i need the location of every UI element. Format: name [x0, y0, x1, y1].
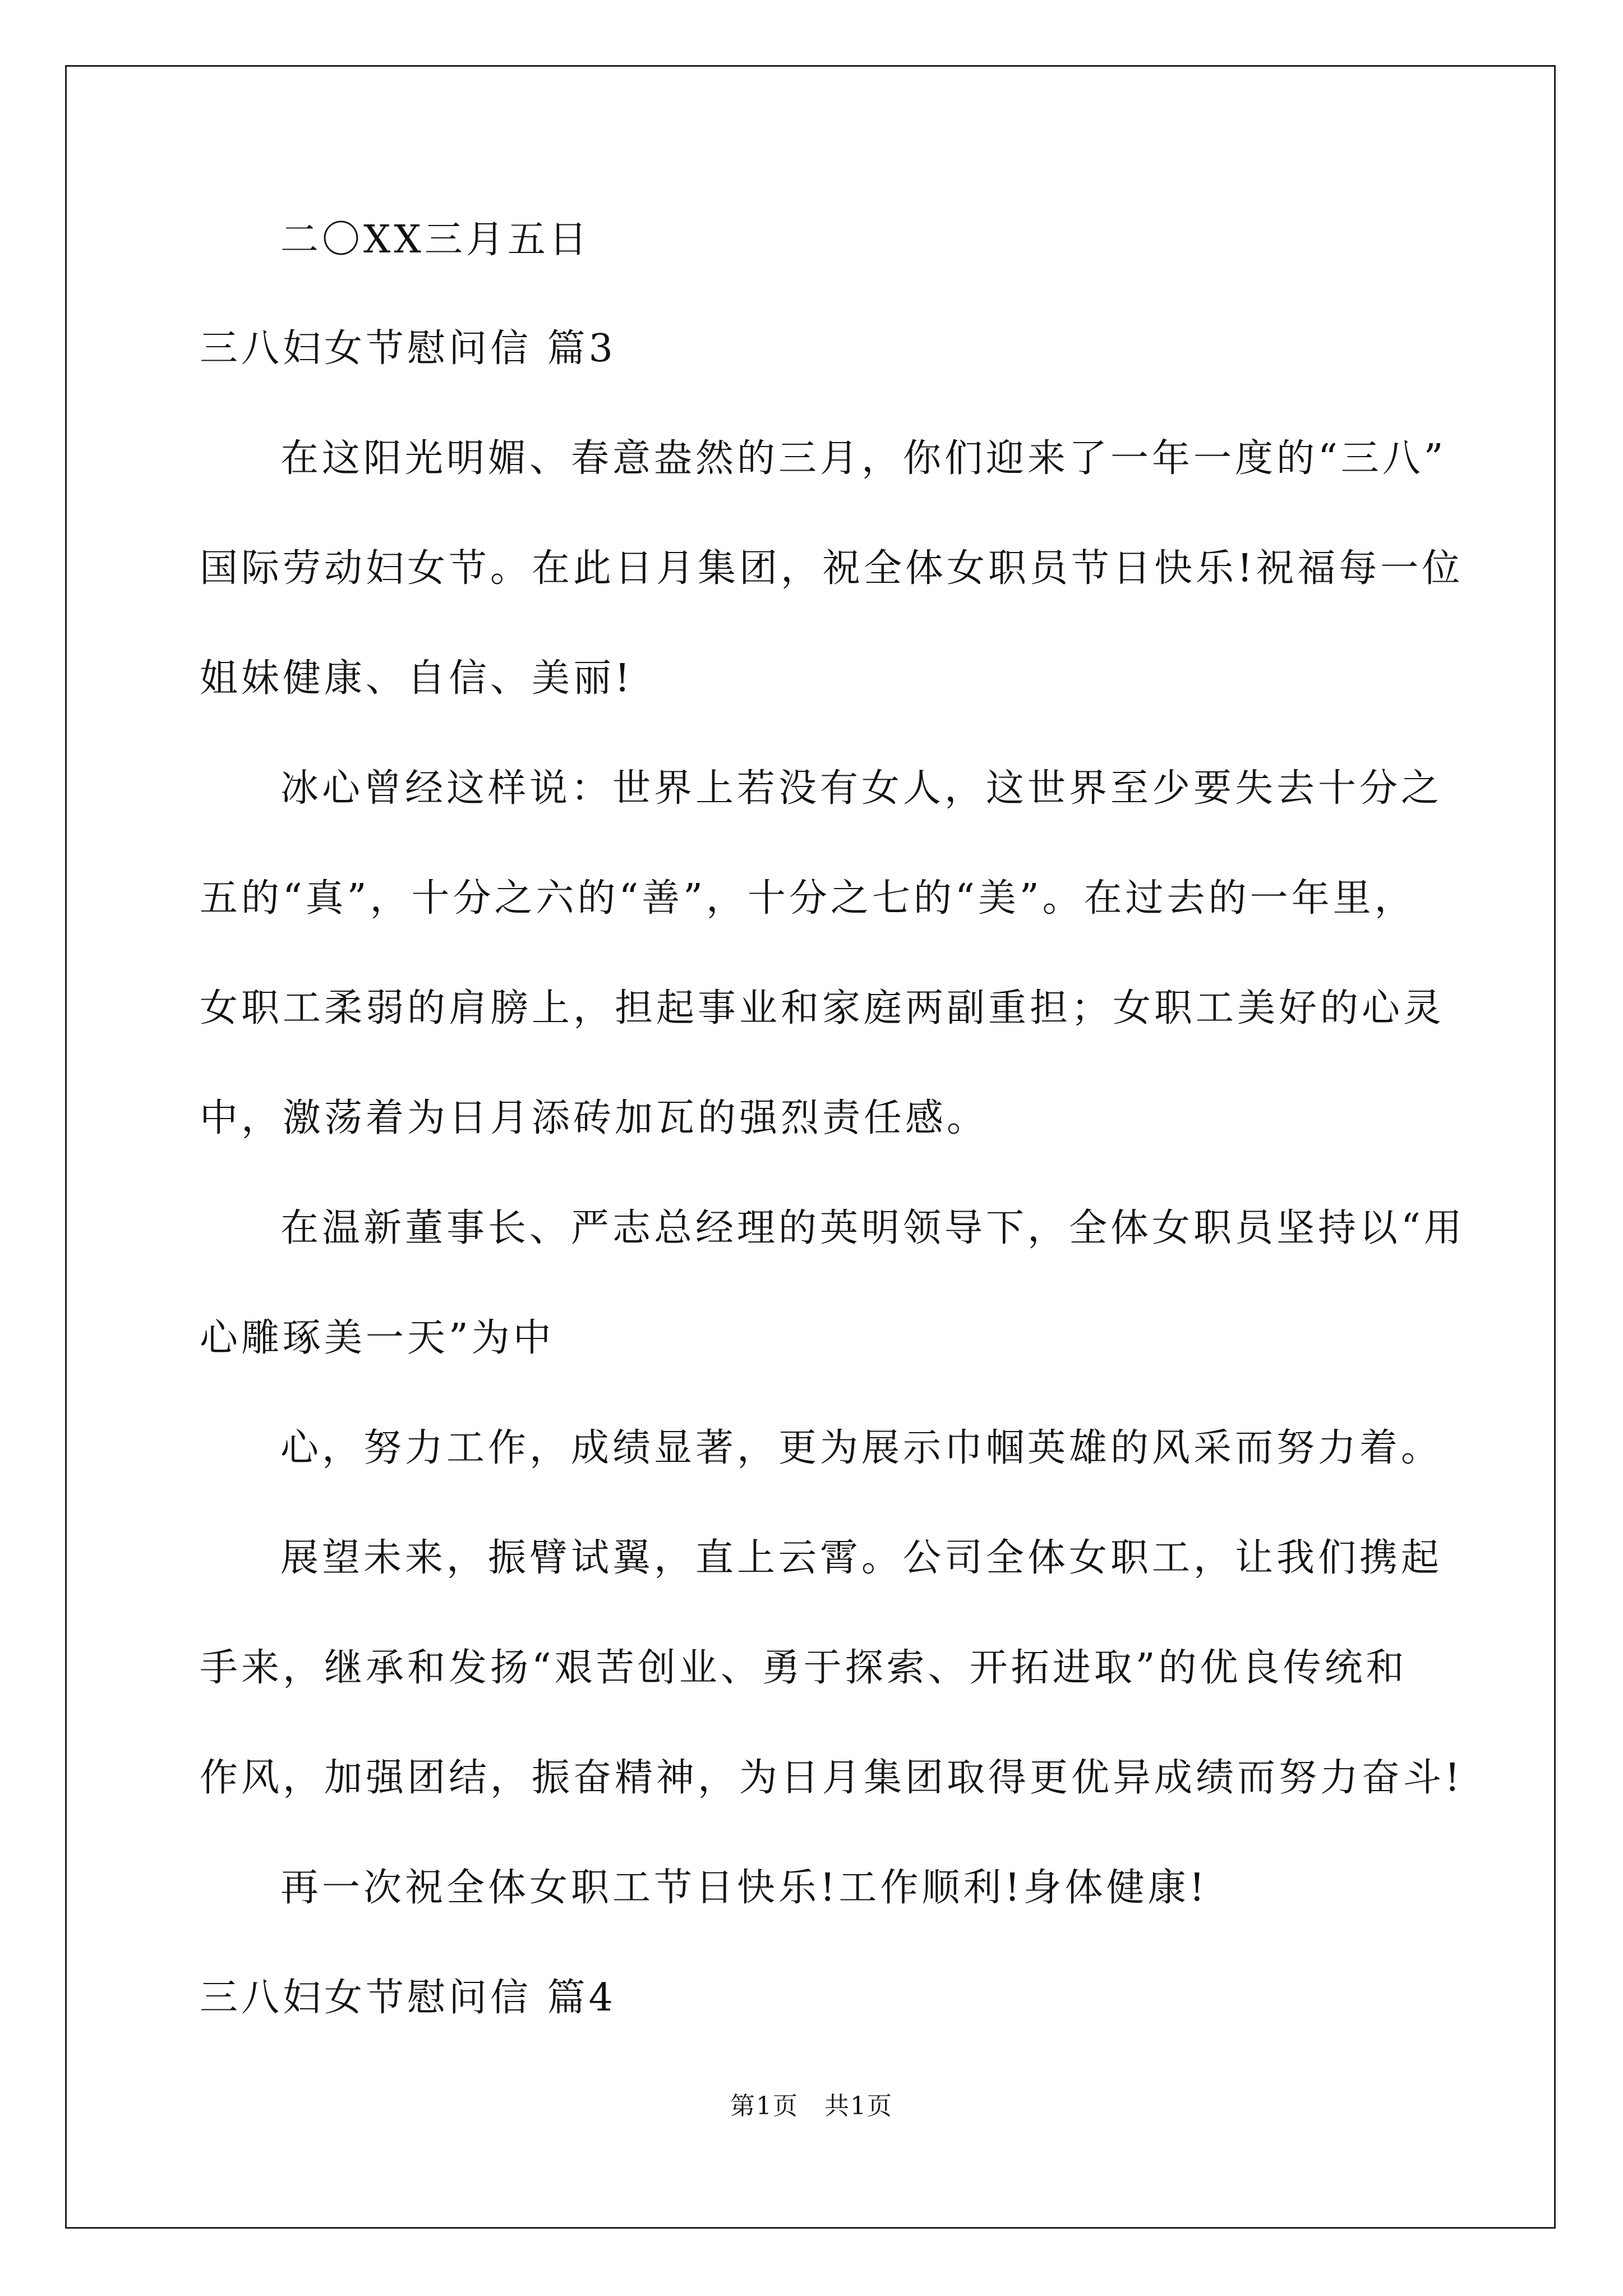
section-heading: 三八妇女节慰问信 篇4 [200, 1976, 616, 2020]
paragraph-line: 手来，继承和发扬“艰苦创业、勇于探索、开拓进取”的优良传统和 [200, 1646, 1408, 1690]
paragraph-line: 冰心曾经这样说：世界上若没有女人，这世界至少要失去十分之 [280, 766, 1443, 811]
paragraph-line: 五的“真”，十分之六的“善”，十分之七的“美”。在过去的一年里， [200, 876, 1416, 921]
section-heading: 三八妇女节慰问信 篇3 [200, 326, 616, 371]
paragraph-line: 心，努力工作，成绩显著，更为展示巾帼英雄的风采而努力着。 [280, 1426, 1443, 1470]
page-footer: 第1页 共1页 [730, 2092, 893, 2120]
paragraph-line: 在温新董事长、严志总经理的英明领导下，全体女职员坚持以“用 [280, 1206, 1465, 1250]
paragraph-line: 再一次祝全体女职工节日快乐!工作顺利!身体健康! [280, 1866, 1208, 1910]
paragraph-line: 作风，加强团结，振奋精神，为日月集团取得更优异成绩而努力奋斗! [200, 1756, 1464, 1800]
paragraph-line: 国际劳动妇女节。在此日月集团，祝全体女职员节日快乐!祝福每一位 [200, 546, 1464, 591]
date-line: 二〇XX三月五日 [280, 218, 591, 262]
paragraph-line: 女职工柔弱的肩膀上，担起事业和家庭两副重担；女职工美好的心灵 [200, 986, 1445, 1030]
paragraph-line: 展望未来，振臂试翼，直上云霄。公司全体女职工，让我们携起 [280, 1536, 1443, 1580]
paragraph-line: 在这阳光明媚、春意盎然的三月，你们迎来了一年一度的“三八” [280, 436, 1447, 481]
paragraph-line: 中，激荡着为日月添砖加瓦的强烈责任感。 [200, 1096, 989, 1140]
paragraph-line: 心雕琢美一天”为中 [200, 1316, 555, 1360]
paragraph-line: 姐妹健康、自信、美丽! [200, 656, 634, 701]
